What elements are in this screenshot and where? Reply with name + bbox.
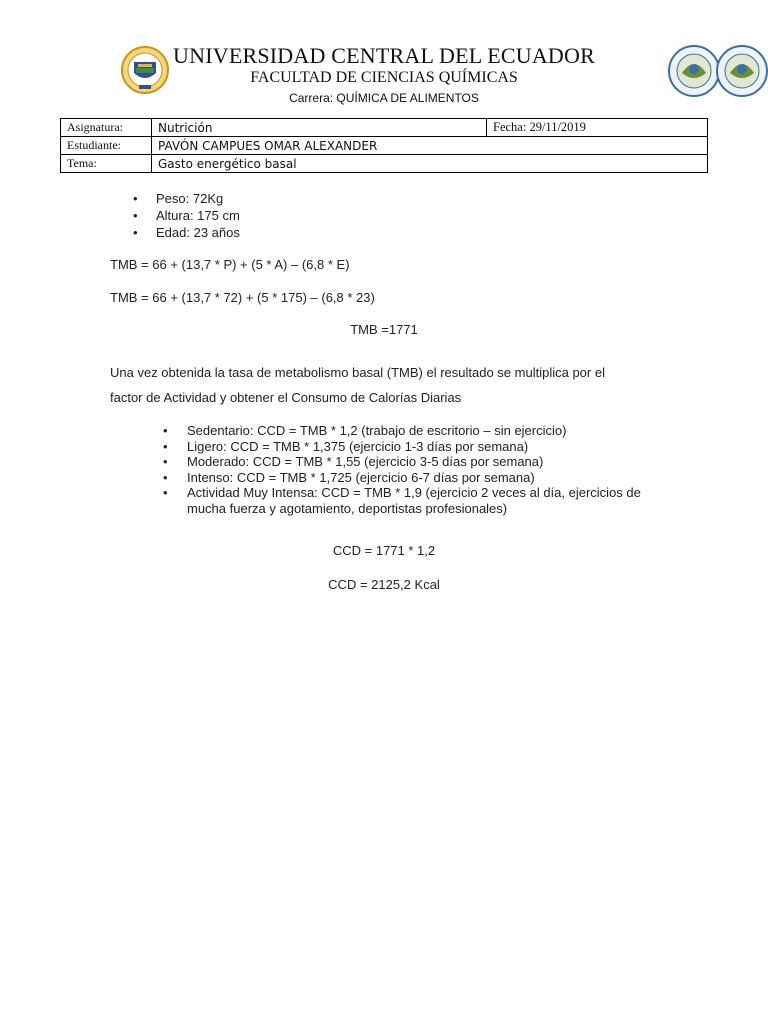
list-item: • Actividad Muy Intensa: CCD = TMB * 1,9 (ejercicio 2 veces al día, ejercicios de mucha fuerza y agotamiento, deportistas profesionales)	[163, 485, 641, 516]
table-row	[61, 155, 708, 173]
bullet-icon: •	[163, 454, 168, 469]
info-table	[60, 118, 708, 173]
student-value: PAVÓN CAMPUES OMAR ALEXANDER	[152, 137, 708, 155]
tmb-result: TMB =1771	[350, 322, 418, 337]
list-item: • Altura: 175 cm	[133, 208, 240, 223]
bullet-icon: •	[163, 438, 168, 454]
tmb-general-formula: TMB = 66 + (13,7 * P) + (5 * A) – (6,8 * E)	[110, 257, 350, 272]
subject-label: Asignatura:	[61, 119, 152, 137]
bullet-icon: •	[133, 225, 138, 240]
table-row	[61, 119, 708, 137]
personal-data-list	[133, 190, 240, 241]
bullet-icon: •	[133, 208, 138, 223]
career-name: Carrera: QUÍMICA DE ALIMENTOS	[289, 91, 479, 105]
list-item: • Edad: 23 años	[133, 225, 240, 240]
activity-factor-list	[163, 423, 657, 516]
paragraph-line: Una vez obtenida la tasa de metabolismo basal (TMB) el resultado se multiplica por el	[110, 365, 605, 380]
topic-value: Gasto energético basal	[152, 155, 708, 173]
faculty-name: FACULTAD DE CIENCIAS QUÍMICAS	[250, 69, 518, 86]
subject-value: Nutrición	[152, 119, 487, 137]
table-row	[61, 137, 708, 155]
tmb-substituted-formula: TMB = 66 + (13,7 * 72) + (5 * 175) – (6,8 * 23)	[110, 290, 375, 305]
student-label: Estudiante:	[61, 137, 152, 155]
bullet-icon: •	[133, 191, 138, 206]
list-item: • Moderado: CCD = TMB * 1,55 (ejercicio 3-5 días por semana)	[163, 454, 544, 469]
ccd-formula: CCD = 1771 * 1,2	[332, 543, 436, 558]
university-name: UNIVERSIDAD CENTRAL DEL ECUADOR	[173, 43, 595, 68]
ccd-result: CCD = 2125,2 Kcal	[328, 577, 440, 592]
topic-label: Tema:	[61, 155, 152, 173]
list-item: • Sedentario: CCD = TMB * 1,2 (trabajo de escritorio – sin ejercicio)	[163, 423, 567, 438]
list-item: • Intenso: CCD = TMB * 1,725 (ejercicio 6-7 días por semana)	[163, 469, 535, 485]
paragraph-line: factor de Actividad y obtener el Consumo de Calorías Diarias	[110, 390, 462, 405]
bullet-icon: •	[163, 485, 168, 500]
bullet-icon: •	[163, 423, 168, 438]
date-value: Fecha: 29/11/2019	[487, 119, 708, 137]
list-item: • Ligero: CCD = TMB * 1,375 (ejercicio 1-3 días por semana)	[163, 438, 529, 454]
list-item: • Peso: 72Kg	[133, 191, 224, 206]
bullet-icon: •	[163, 469, 168, 485]
